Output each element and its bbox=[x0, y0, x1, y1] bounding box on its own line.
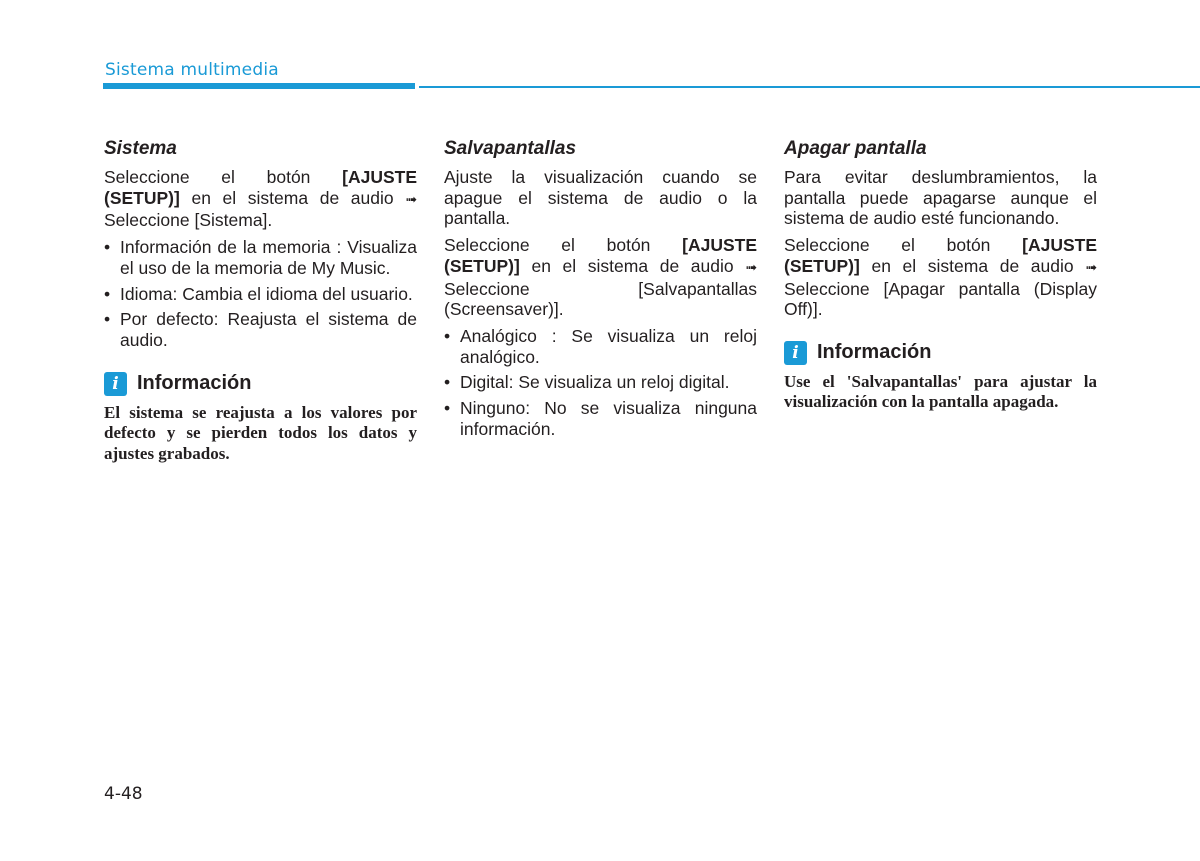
instruction-paragraph: Seleccione el botón [AJUSTE (SETUP)] en el sistema de audio ➟ Seleccione [Sistema]. bbox=[104, 167, 417, 231]
info-text: Use el 'Salvapantallas' para ajustar la visualización con la pantalla apagada. bbox=[784, 371, 1097, 412]
intro-paragraph: Ajuste la visualización cuando se apague el sistema de audio o la pantalla. bbox=[444, 167, 757, 229]
list-item: • Analógico : Se visualiza un reloj analógico. bbox=[444, 326, 757, 367]
instruction-paragraph: Seleccione el botón [AJUSTE (SETUP)] en el sistema de audio ➟ Seleccione [Apagar pantalla (Display Off)]. bbox=[784, 235, 1097, 320]
option-list bbox=[444, 326, 757, 440]
column-salvapantallas bbox=[444, 137, 757, 444]
arrow-icon: ➟ bbox=[405, 191, 417, 208]
setup-button-label: [AJUSTE (SETUP)] bbox=[784, 235, 1097, 276]
arrow-icon: ➟ bbox=[1085, 259, 1097, 276]
arrow-icon: ➟ bbox=[745, 259, 757, 276]
instruction-paragraph: Seleccione el botón [AJUSTE (SETUP)] en el sistema de audio ➟ Seleccione [Salvapantallas (Screensaver)]. bbox=[444, 235, 757, 320]
header-rule-thick bbox=[103, 83, 415, 89]
section-title: Sistema multimedia bbox=[105, 60, 279, 80]
section-heading: Apagar pantalla bbox=[784, 138, 927, 159]
info-icon: i bbox=[784, 341, 807, 365]
section-heading: Sistema bbox=[104, 138, 177, 159]
list-item: • Por defecto: Reajusta el sistema de audio. bbox=[104, 309, 417, 350]
column-sistema bbox=[104, 137, 417, 464]
info-note bbox=[104, 371, 417, 465]
info-text: El sistema se reajusta a los valores por defecto y se pierden todos los datos y ajustes grabados. bbox=[104, 402, 417, 463]
column-apagar-pantalla bbox=[784, 137, 1097, 413]
list-item: • Información de la memoria : Visualiza el uso de la memoria de My Music. bbox=[104, 237, 417, 278]
list-item: • Idioma: Cambia el idioma del usuario. bbox=[104, 284, 417, 305]
info-title: Información bbox=[137, 372, 252, 395]
list-item: • Digital: Se visualiza un reloj digital. bbox=[444, 372, 757, 393]
list-item: • Ninguno: No se visualiza ninguna información. bbox=[444, 398, 757, 439]
header-rule-thin bbox=[419, 86, 1200, 88]
info-note bbox=[784, 340, 1097, 413]
setup-button-label: [AJUSTE (SETUP)] bbox=[104, 167, 417, 208]
setup-button-label: [AJUSTE (SETUP)] bbox=[444, 235, 757, 276]
info-icon: i bbox=[104, 372, 127, 396]
info-title: Información bbox=[817, 341, 932, 364]
section-heading: Salvapantallas bbox=[444, 138, 577, 159]
page-number: 4-48 bbox=[104, 784, 143, 804]
intro-paragraph: Para evitar deslumbramientos, la pantalla puede apagarse aunque el sistema de audio esté funcionando. bbox=[784, 167, 1097, 229]
option-list bbox=[104, 237, 417, 351]
